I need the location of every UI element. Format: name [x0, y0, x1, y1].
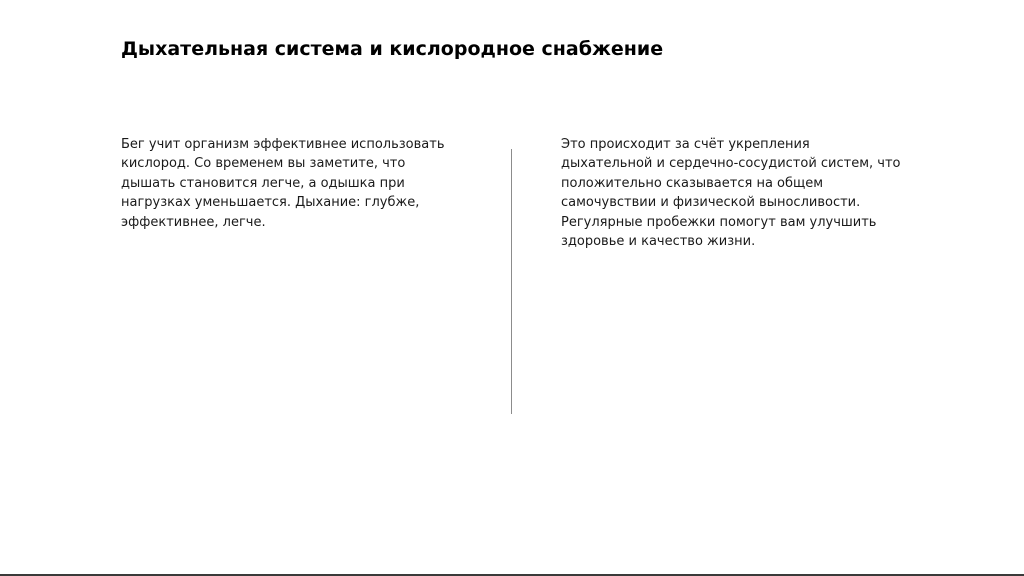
slide-title: Дыхательная система и кислородное снабжение — [121, 38, 664, 60]
left-column-text: Бег учит организм эффективнее использовать кислород. Со временем вы заметите, что дышать становится легче, а одышка при нагрузках уменьшается. Дыхание: глубже, эффективнее, легче. — [121, 137, 445, 230]
right-column-text: Это происходит за счёт укрепления дыхательной и сердечно-сосудистой систем, что положительно сказывается на общем самочувствии и физической выносливости. Регулярные пробежки помогут вам улучшить здоровье и качество жизни. — [561, 137, 901, 250]
column-divider — [511, 149, 512, 414]
